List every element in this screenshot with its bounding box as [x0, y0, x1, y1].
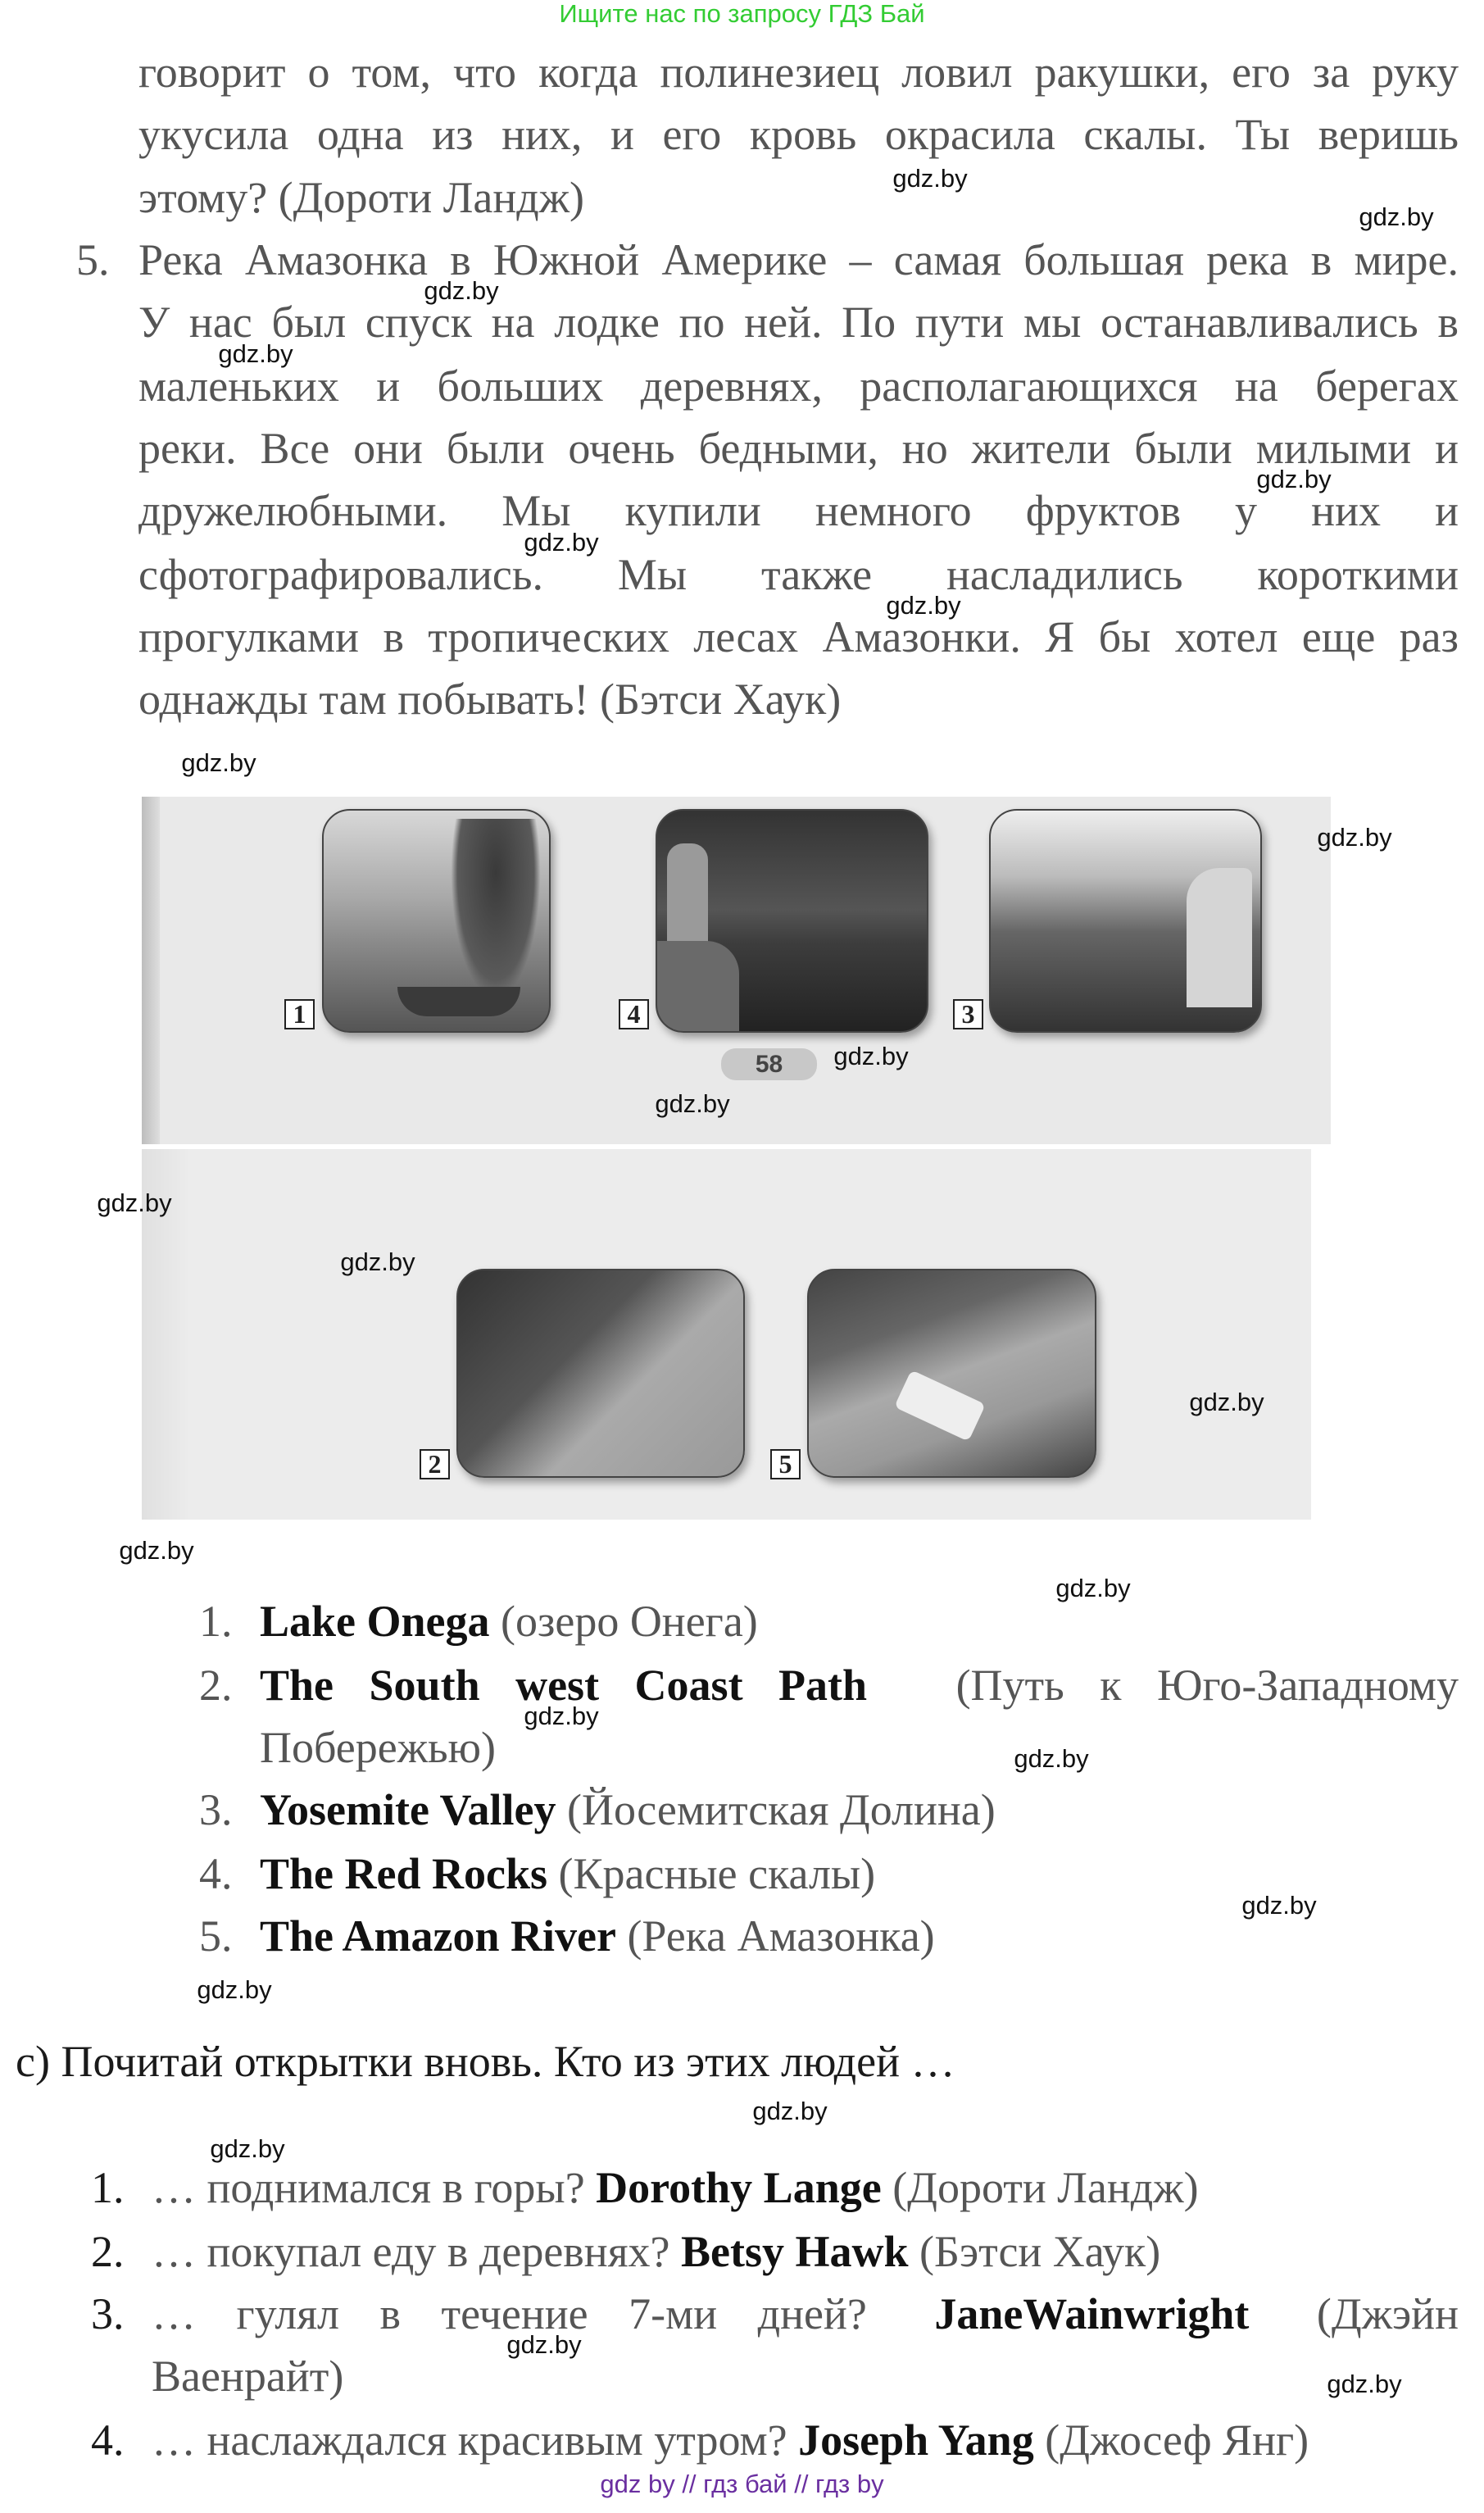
section-c-title: c) Почитай открытки вновь. Кто из этих людей … — [16, 2037, 955, 2086]
answer-translation: (Джосеф Янг) — [1045, 2415, 1309, 2465]
photo-lake-onega — [322, 809, 551, 1033]
place-translation: (Река Амазонка) — [627, 1911, 935, 1961]
watermark: gdz.by — [886, 591, 961, 620]
page-number-badge: 58 — [721, 1048, 817, 1080]
paragraph-line: реки. Все они были очень бедными, но жители были милыми и — [138, 424, 1459, 473]
list-number: 5. — [199, 1911, 233, 1961]
place-name: The Amazon River — [260, 1911, 616, 1961]
answer-name: Dorothy Lange — [596, 2163, 882, 2212]
watermark: gdz.by — [181, 748, 256, 777]
list-item — [260, 1849, 876, 1898]
watermark: gdz.by — [1189, 1388, 1264, 1416]
watermark: gdz.by — [892, 164, 968, 193]
question: … поднимался в горы? — [152, 2163, 585, 2212]
watermark: gdz.by — [210, 2134, 285, 2163]
paragraph-line: дружелюбными. Мы купили немного фруктов у них и — [138, 486, 1459, 535]
question: … покупал еду в деревнях? — [152, 2227, 670, 2276]
place-translation: (Красные скалы) — [558, 1849, 876, 1898]
place-name: The South west Coast Path — [260, 1661, 868, 1710]
watermark: gdz.by — [340, 1247, 415, 1276]
list-item — [260, 1597, 758, 1646]
place-translation: (Путь к Юго-Западному — [955, 1661, 1459, 1710]
paragraph-line: этому? (Дороти Ландж) — [138, 173, 585, 222]
photo-number: 4 — [619, 999, 649, 1029]
list-number: 2. — [199, 1661, 233, 1710]
paragraph-line: Река Амазонка в Южной Америке – самая большая река в мире. — [138, 235, 1459, 284]
photo-yosemite-valley — [989, 809, 1262, 1033]
watermark: gdz.by — [655, 1089, 730, 1118]
place-translation: (Йосемитская Долина) — [566, 1785, 996, 1834]
watermark: gdz.by — [197, 1975, 272, 2004]
list-item — [152, 2415, 1309, 2465]
answer-name: Betsy Hawk — [681, 2227, 909, 2276]
watermark: gdz.by — [524, 528, 599, 557]
list-number: 2. — [91, 2227, 125, 2276]
watermark: gdz.by — [1327, 2370, 1402, 2398]
list-item — [152, 2229, 1160, 2274]
photo-south-west-coast-path — [456, 1269, 745, 1478]
site-banner[interactable]: Ищите нас по запросу ГДЗ Бай — [559, 0, 925, 28]
answer-translation: (Джэйн — [1316, 2289, 1459, 2338]
watermark: gdz.by — [1359, 202, 1434, 231]
list-item — [152, 2165, 1199, 2210]
footer-links[interactable]: gdz by // гдз бай // гдз by — [600, 2470, 884, 2498]
question: … гулял в течение 7-ми дней? — [152, 2289, 867, 2338]
answer-translation: (Бэтси Хаук) — [919, 2227, 1161, 2276]
watermark: gdz.by — [524, 1702, 599, 1730]
watermark: gdz.by — [119, 1536, 194, 1565]
list-item — [260, 1661, 1459, 1710]
watermark: gdz.by — [752, 2097, 828, 2125]
place-name: Yosemite Valley — [260, 1785, 556, 1834]
answer-translation: (Дороти Ландж) — [892, 2163, 1199, 2212]
photo-amazon-river — [807, 1269, 1096, 1478]
paragraph-number: 5. — [76, 235, 110, 284]
paragraph-line: укусила одна из них, и его кровь окрасила скалы. Ты веришь — [138, 110, 1459, 159]
list-number: 4. — [199, 1849, 233, 1898]
list-number: 3. — [199, 1785, 233, 1834]
photo-number: 5 — [770, 1449, 801, 1479]
list-number: 4. — [91, 2415, 125, 2465]
watermark: gdz.by — [218, 339, 293, 368]
list-item — [152, 2289, 1459, 2338]
list-item — [260, 1785, 996, 1834]
photo-number: 1 — [284, 999, 315, 1029]
photo-number: 3 — [953, 999, 983, 1029]
watermark: gdz.by — [833, 1042, 909, 1070]
photo-number: 2 — [420, 1449, 450, 1479]
watermark: gdz.by — [1014, 1744, 1089, 1773]
paragraph-line: маленьких и больших деревнях, располагающихся на берегах — [138, 361, 1459, 411]
place-name: The Red Rocks — [260, 1849, 548, 1898]
place-name: Lake Onega — [260, 1597, 490, 1646]
watermark: gdz.by — [1241, 1891, 1317, 1920]
answer-name: JaneWainwright — [934, 2289, 1250, 2338]
place-translation: (озеро Онега) — [501, 1597, 758, 1646]
watermark: gdz.by — [1055, 1574, 1131, 1602]
list-number: 1. — [91, 2163, 125, 2212]
photo-red-rocks — [656, 809, 928, 1033]
place-translation-cont: Побережью) — [260, 1723, 496, 1772]
paragraph-line: У нас был спуск на лодке по ней. По пути мы останавливались в — [138, 298, 1459, 347]
answer-translation-cont: Ваенрайт) — [152, 2352, 344, 2401]
list-number: 1. — [199, 1597, 233, 1646]
list-item — [260, 1911, 935, 1961]
watermark: gdz.by — [1317, 823, 1392, 852]
paragraph-line: прогулками в тропических лесах Амазонки. Я бы хотел еще раз — [138, 612, 1459, 661]
watermark: gdz.by — [1256, 465, 1332, 493]
answer-name: Joseph Yang — [798, 2415, 1034, 2465]
paragraph-line: сфотографировались. Мы также насладились короткими — [138, 550, 1459, 599]
watermark: gdz.by — [97, 1188, 172, 1217]
question: … наслаждался красивым утром? — [152, 2415, 787, 2465]
paragraph-line: говорит о том, что когда полинезиец ловил ракушки, его за руку — [138, 48, 1459, 97]
list-number: 3. — [91, 2289, 125, 2338]
watermark: gdz.by — [424, 276, 499, 305]
watermark: gdz.by — [506, 2330, 582, 2359]
paragraph-line: однажды там побывать! (Бэтси Хаук) — [138, 675, 842, 724]
